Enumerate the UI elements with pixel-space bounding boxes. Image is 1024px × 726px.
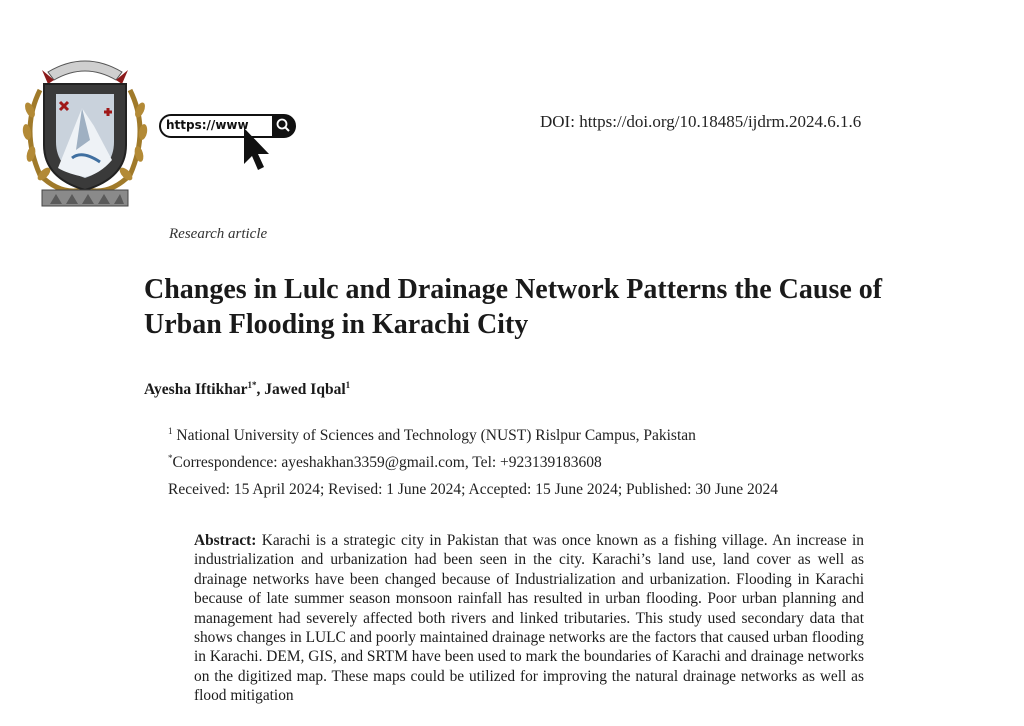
publication-dates: Received: 15 April 2024; Revised: 1 June 2024; Accepted: 15 June 2024; Published: 30 June 2024 [168, 481, 779, 498]
abstract [194, 531, 864, 706]
affiliation-marker: 1 [168, 425, 173, 436]
abstract-text: Karachi is a strategic city in Pakistan that was once known as a fishing village. An increase in industrialization and urbanization had been seen in the city. Karachi’s land use, land cover as well as drainage networks have been changed because of Industrialization and urbanization. Flooding in Karachi because of late summer season monsoon rainfall has resulted in urban flooding. Poor urban planning and management had severely affected both rivers and linked tributaries. This study used secondary data that shows changes in LULC and poorly maintained drainage networks are the factors that caused urban flooding in Karachi. DEM, GIS, and SRTM have been used to mark the boundaries of Karachi and drainage networks on the digitized map. These maps could be utilized for improving the natural drainage networks as well as flood mitigation [194, 532, 864, 705]
author-name: Ayesha Iftikhar [144, 381, 248, 398]
correspondence-text: Correspondence: ayeshakhan3359@gmail.com, Tel: +923139183608 [172, 454, 602, 471]
author-separator: , [256, 381, 265, 398]
author-affiliation-marker: 1 [345, 379, 351, 390]
url-graphic-text: https://www [166, 118, 249, 132]
correspondence [168, 454, 602, 472]
author-name: Jawed Iqbal [264, 381, 346, 398]
affiliation-text: National University of Sciences and Technology (NUST) Rislpur Campus, Pakistan [172, 427, 696, 444]
author-list [144, 381, 350, 399]
abstract-label: Abstract: [194, 532, 257, 549]
doi-line: DOI: https://doi.org/10.18485/ijdrm.2024.6.1.6 [540, 112, 862, 131]
affiliation [168, 427, 696, 445]
author-affiliation-marker: 1* [247, 379, 257, 390]
journal-crest-logo [20, 50, 150, 210]
article-type: Research article [169, 226, 268, 242]
correspondence-marker: * [168, 452, 173, 463]
article-title: Changes in Lulc and Drainage Network Patterns the Cause of Urban Flooding in Karachi City [144, 274, 883, 340]
